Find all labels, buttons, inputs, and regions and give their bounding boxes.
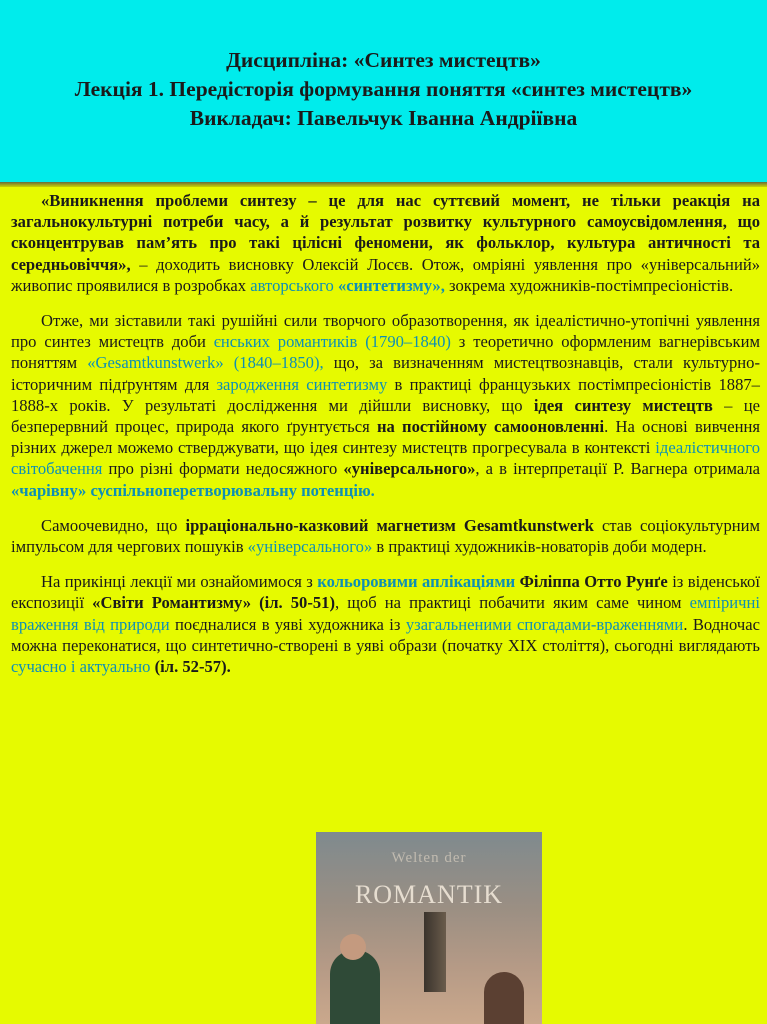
text-span: , а в інтерпретації Р. Вагнера отримала	[475, 459, 760, 479]
text-span: поєдналися в уяві художника із	[169, 614, 406, 634]
text-span: про різні формати недосяжного	[102, 459, 344, 479]
text-span: . Водночас можна переконатися, що синтетично-створені в уяві образи (початку ХІХ століття), сьогодні виглядають	[11, 614, 760, 655]
exhibition-photo	[316, 832, 542, 1024]
text-span: з теоретично оформленим вагнерівським поняттям	[11, 332, 760, 373]
highlight-span: сучасно і актуально	[11, 657, 151, 677]
photo-person	[330, 950, 380, 1024]
highlight-span: узагальненими спогадами-враженнями	[405, 614, 684, 634]
highlight-span: єнських романтиків (1790–1840)	[213, 332, 451, 352]
photo-figure	[484, 972, 524, 1024]
bold-span: «Світи Романтизму» (іл. 50-51)	[92, 593, 335, 613]
text-span: в практиці французьких постімпресіоністів 1887–1888-х років. У результаті дослідження ми дійшли висновку, що	[11, 374, 760, 415]
bold-span: Філіппа Отто Рунґе	[515, 572, 668, 592]
text-span: зокрема художників-постімпресіоністів.	[444, 275, 734, 295]
text-span: став соціокультурним імпульсом для чергових пошуків	[11, 515, 760, 557]
text-span: із віденської експозиції	[11, 572, 760, 613]
paragraph-4	[11, 571, 760, 677]
text-span: , щоб на практиці побачити яким саме чином	[335, 593, 690, 613]
photo-ship-mast	[424, 912, 446, 992]
text-span: Отже, ми зіставили такі рушійні сили творчого образотворення, як ідеалістично-утопічні уявлення про синтез мистецтв доби	[11, 311, 760, 352]
lecture-text	[11, 190, 760, 691]
paragraph-2	[11, 310, 760, 501]
bold-span: на постійному самооновленні	[376, 417, 605, 437]
text-span: – доходить висновку Олексій Лосєв. Отож, омріяні уявлення про «універсальний» живопис проявилися в розробках	[11, 254, 760, 295]
highlight-span: «універсального»	[247, 537, 373, 557]
text-span: На прикінці лекції ми ознайомимося з	[41, 572, 318, 592]
slide-header	[0, 0, 767, 182]
highlight-span: емпіричні враження від природи	[11, 593, 760, 634]
highlight-span: «Gesamtkunstwerk» (1840–1850),	[87, 353, 324, 373]
highlight-bold-span: кольоровими аплікаціями	[317, 572, 516, 592]
losev-quote: «Виникнення проблеми синтезу – це для нас суттєвий момент, не тільки реакція на загальнокультурні потреби часу, а й результат розвитку культурного самоусвідомлення, що сконцентрував пам’ять про такі цілісні феномени, як фольклор, культура античності та середньовіччя»,	[11, 191, 760, 274]
paragraph-1	[11, 190, 760, 296]
highlight-bold-span: «чарівну» суспільноперетворювальну потенцію.	[11, 480, 375, 500]
header-divider	[0, 182, 767, 187]
bold-span: ідея синтезу мистецтв	[533, 395, 713, 415]
paragraph-3	[11, 515, 760, 557]
highlight-span: ідеалістичного світобачення	[11, 438, 760, 479]
text-span: в практиці художників-новаторів доби модерн.	[372, 537, 707, 557]
bold-span: «універсального»	[343, 459, 476, 479]
highlight-span: зародження синтетизму	[216, 374, 388, 394]
text-span: що, за визначенням мистецтвознавців, стали культурно-історичним підґрунтям для	[11, 353, 760, 394]
text-span: Самоочевидно, що	[41, 515, 186, 535]
text-span: – це безперервний процес, природа якого ґрунтується	[11, 395, 760, 437]
bold-span: (іл. 52-57).	[150, 657, 231, 677]
highlight-bold-span: «синтетизму»,	[337, 275, 445, 295]
bold-span: ірраціонально-казковий магнетизм Gesamtkunstwerk	[185, 515, 594, 535]
discipline-title: Дисципліна: «Синтез мистецтв»	[226, 48, 541, 72]
lecture-title: Лекція 1. Передісторія формування поняття «синтез мистецтв»	[74, 77, 693, 101]
photo-caption-small: Welten der	[391, 850, 467, 866]
photo-caption-large: ROMANTIK	[354, 880, 504, 909]
lecturer-name: Викладач: Павельчук Іванна Андріївна	[189, 106, 578, 130]
photo-person-head	[340, 934, 366, 960]
highlight-span: авторського	[250, 275, 338, 295]
text-span: . На основі вивчення різних джерел можемо стверджувати, що ідея синтезу мистецтв прогресувала в контексті	[11, 417, 760, 458]
